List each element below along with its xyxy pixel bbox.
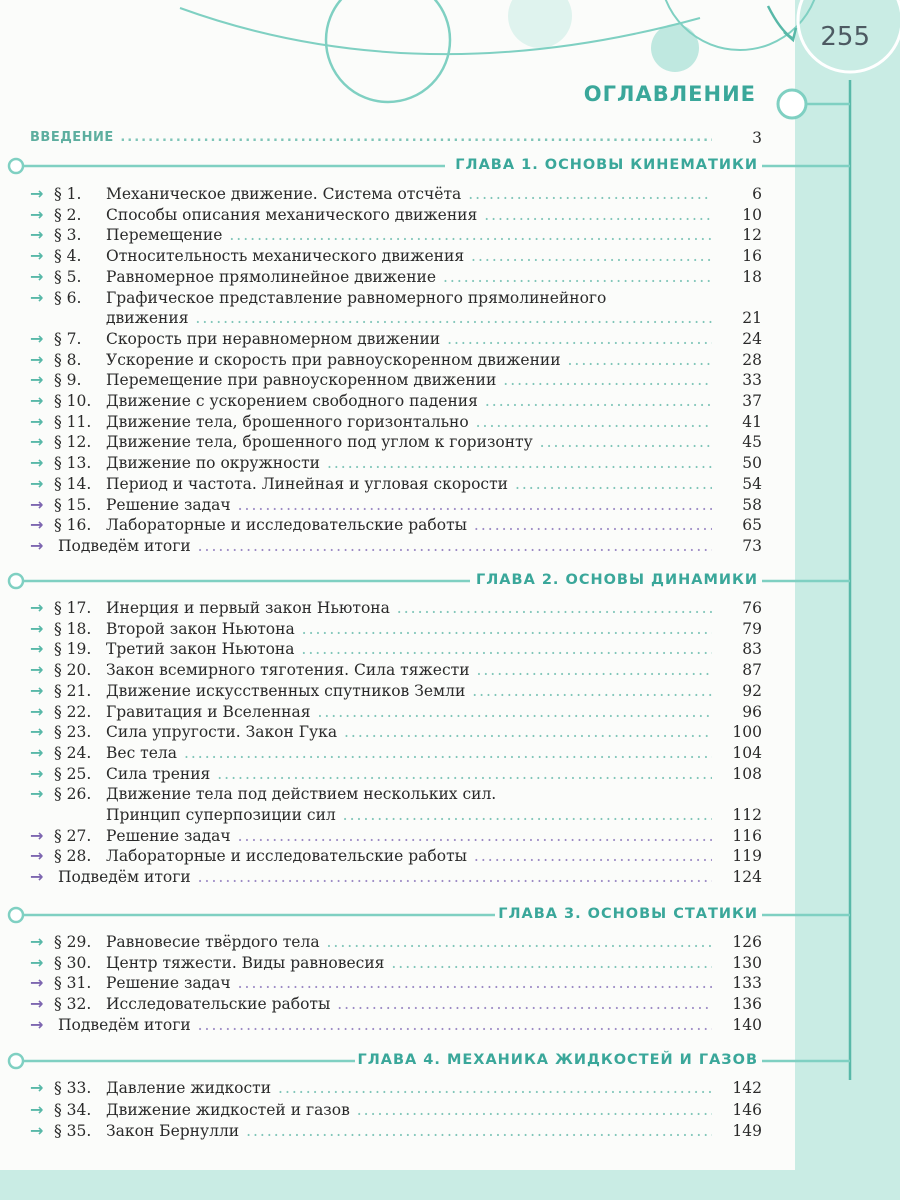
section-number: § 34. bbox=[54, 1100, 92, 1119]
section-title: Период и частота. Линейная и угловая скорости ..... bbox=[106, 474, 712, 494]
arrow-right-icon: → bbox=[30, 701, 44, 721]
toc-entry[interactable] bbox=[30, 764, 762, 784]
toc-entry[interactable] bbox=[30, 536, 762, 556]
toc-entry[interactable] bbox=[30, 432, 762, 452]
section-title: Закон Бернулли ..... bbox=[106, 1121, 712, 1141]
arrow-right-icon: → bbox=[30, 370, 44, 390]
section-number: § 1. bbox=[54, 185, 82, 203]
entry-page: 16 bbox=[742, 247, 762, 266]
section-number: § 9. bbox=[54, 371, 82, 390]
section-number: § 24. bbox=[54, 743, 92, 762]
chapter-heading[interactable]: ГЛАВА 2. ОСНОВЫ ДИНАМИКИ bbox=[476, 572, 758, 588]
arrow-right-icon: → bbox=[30, 453, 44, 473]
arrow-right-icon: → bbox=[30, 932, 44, 951]
toc-entry[interactable] bbox=[30, 1015, 762, 1035]
section-number: § 19. bbox=[54, 640, 92, 659]
toc-entry[interactable] bbox=[30, 846, 762, 866]
section-number: § 10. bbox=[54, 392, 92, 410]
arrow-right-icon: → bbox=[30, 867, 44, 887]
arrow-right-icon: → bbox=[30, 535, 44, 555]
arrow-right-icon: → bbox=[30, 680, 44, 700]
entry-page: 83 bbox=[742, 640, 762, 659]
entry-page: 58 bbox=[742, 495, 762, 514]
arrow-right-icon: → bbox=[30, 660, 44, 680]
arrow-right-icon: → bbox=[30, 246, 44, 266]
toc-title: ОГЛАВЛЕНИЕ bbox=[583, 82, 756, 106]
arrow-right-icon: → bbox=[30, 432, 44, 452]
arrow-right-icon: → bbox=[30, 391, 44, 410]
toc-entry[interactable] bbox=[30, 722, 762, 742]
section-title: Ускорение и скорость при равноускоренном движении ..... bbox=[106, 350, 712, 370]
toc-entry[interactable] bbox=[30, 205, 762, 225]
entry-page: 146 bbox=[732, 1100, 762, 1119]
section-title: Лабораторные и исследовательские работы ..... bbox=[106, 515, 712, 535]
entry-page: 108 bbox=[732, 764, 762, 783]
arrow-right-icon: → bbox=[30, 598, 44, 617]
section-number: § 31. bbox=[54, 974, 92, 993]
arrow-right-icon: → bbox=[30, 349, 44, 369]
toc-entry[interactable] bbox=[30, 994, 762, 1014]
deco-circle bbox=[326, 0, 450, 102]
section-title-continued: движения ..... bbox=[106, 308, 712, 328]
entry-page: 96 bbox=[742, 702, 762, 721]
arrow-right-icon: → bbox=[30, 846, 44, 866]
section-number: § 32. bbox=[54, 995, 92, 1014]
section-number: § 13. bbox=[54, 454, 92, 473]
section-number: § 12. bbox=[54, 433, 92, 452]
toc-entry[interactable] bbox=[30, 495, 762, 515]
toc-entry[interactable] bbox=[30, 702, 762, 722]
arrow-right-icon: → bbox=[30, 1014, 44, 1034]
arrow-right-icon: → bbox=[30, 225, 44, 245]
section-title: Решение задач ..... bbox=[106, 826, 712, 846]
section-title: Решение задач ..... bbox=[106, 495, 712, 515]
section-number: § 21. bbox=[54, 681, 92, 700]
section-number: § 18. bbox=[54, 619, 92, 638]
chapter-heading[interactable]: ГЛАВА 4. МЕХАНИКА ЖИДКОСТЕЙ И ГАЗОВ bbox=[357, 1052, 758, 1068]
entry-page: 73 bbox=[742, 536, 762, 555]
section-number: § 17. bbox=[54, 599, 92, 617]
section-title: Исследовательские работы ..... bbox=[106, 994, 712, 1014]
toc-entry[interactable] bbox=[30, 784, 762, 804]
entry-page: 124 bbox=[732, 868, 762, 887]
toc-entry[interactable] bbox=[30, 660, 762, 680]
arrow-right-icon: → bbox=[30, 784, 44, 804]
toc-entry[interactable] bbox=[30, 350, 762, 370]
arrow-right-icon: → bbox=[30, 952, 44, 972]
toc-entry[interactable] bbox=[30, 184, 762, 204]
entry-page: 136 bbox=[732, 995, 762, 1014]
chapter-heading[interactable]: ГЛАВА 3. ОСНОВЫ СТАТИКИ bbox=[498, 906, 758, 922]
entry-page: 10 bbox=[742, 205, 762, 224]
entry-page: 21 bbox=[742, 309, 762, 328]
entry-page: 33 bbox=[742, 371, 762, 390]
entry-page: 37 bbox=[742, 392, 762, 410]
arrow-right-icon: → bbox=[30, 494, 44, 514]
section-title: Решение задач ..... bbox=[106, 973, 712, 993]
arrow-right-icon: → bbox=[30, 328, 44, 348]
toc-entry-continuation[interactable] bbox=[30, 805, 762, 825]
toc-entry[interactable] bbox=[30, 267, 762, 287]
section-number: § 6. bbox=[54, 288, 82, 307]
toc-entry[interactable] bbox=[30, 619, 762, 639]
arrow-right-icon: → bbox=[30, 825, 44, 845]
entry-page: 45 bbox=[742, 433, 762, 452]
arrow-right-icon: → bbox=[30, 204, 44, 224]
section-number: § 25. bbox=[54, 764, 92, 783]
entry-page: 18 bbox=[742, 267, 762, 286]
entry-page: 65 bbox=[742, 516, 762, 535]
entry-page: 149 bbox=[732, 1122, 762, 1140]
entry-page: 54 bbox=[742, 474, 762, 493]
section-number: § 35. bbox=[54, 1122, 92, 1140]
entry-page: 140 bbox=[732, 1015, 762, 1034]
toc-entry[interactable] bbox=[30, 743, 762, 763]
entry-page: 119 bbox=[732, 847, 762, 866]
section-title: Подведём итоги ..... bbox=[58, 536, 712, 556]
entry-page: 50 bbox=[742, 454, 762, 473]
entry-page: 104 bbox=[732, 743, 762, 762]
toc-entry[interactable] bbox=[30, 973, 762, 993]
section-title: Инерция и первый закон Ньютона ..... bbox=[106, 598, 712, 618]
section-number: § 14. bbox=[54, 474, 92, 493]
section-title: Сила трения ..... bbox=[106, 764, 712, 784]
toc-entry[interactable] bbox=[30, 412, 762, 432]
toc-entry[interactable] bbox=[30, 639, 762, 659]
section-number: § 33. bbox=[54, 1079, 92, 1097]
arrow-right-icon: → bbox=[30, 973, 44, 993]
section-title: Движение тела, брошенного горизонтально ..... bbox=[106, 412, 712, 432]
section-title: Относительность механического движения ..... bbox=[106, 246, 712, 266]
section-title: Движение искусственных спутников Земли ..... bbox=[106, 681, 712, 701]
arrow-right-icon: → bbox=[30, 266, 44, 286]
toc-entry-intro[interactable] bbox=[30, 128, 762, 148]
section-title: Движение тела под действием нескольких сил. bbox=[106, 785, 497, 804]
entry-page: 76 bbox=[742, 599, 762, 617]
section-number: § 26. bbox=[54, 785, 92, 804]
section-title: Сила упругости. Закон Гука ..... bbox=[106, 722, 712, 742]
toc-entry[interactable] bbox=[30, 826, 762, 846]
section-number: § 27. bbox=[54, 826, 92, 845]
arrow-right-icon: → bbox=[30, 184, 44, 203]
arrow-right-icon: → bbox=[30, 1121, 44, 1140]
entry-page: 6 bbox=[752, 185, 762, 203]
section-number: § 30. bbox=[54, 953, 92, 972]
toc-entry[interactable] bbox=[30, 453, 762, 473]
entry-page: 92 bbox=[742, 681, 762, 700]
section-number: § 16. bbox=[54, 516, 92, 535]
toc-entry[interactable] bbox=[30, 598, 762, 618]
arrow-right-icon: → bbox=[30, 1078, 44, 1097]
section-number: § 2. bbox=[54, 205, 82, 224]
page-number: 255 bbox=[820, 22, 870, 52]
arrow-right-icon: → bbox=[30, 473, 44, 493]
arrow-right-icon: → bbox=[30, 515, 44, 535]
section-title: Перемещение ..... bbox=[106, 225, 712, 245]
section-number: § 22. bbox=[54, 702, 92, 721]
toc-entry[interactable] bbox=[30, 1100, 762, 1120]
section-title: Давление жидкости ..... bbox=[106, 1078, 712, 1098]
section-number: § 20. bbox=[54, 661, 92, 680]
section-number: § 29. bbox=[54, 933, 92, 951]
deco-circle bbox=[508, 0, 572, 48]
section-title: Равновесие твёрдого тела ..... bbox=[106, 932, 712, 952]
section-number: § 7. bbox=[54, 329, 82, 348]
deco-circle bbox=[778, 90, 806, 118]
section-title: Равномерное прямолинейное движение ..... bbox=[106, 267, 712, 287]
section-title: Третий закон Ньютона ..... bbox=[106, 639, 712, 659]
toc-entry[interactable] bbox=[30, 370, 762, 390]
arrow-right-icon: → bbox=[30, 618, 44, 638]
arrow-right-icon: → bbox=[30, 1099, 44, 1119]
toc-entry[interactable] bbox=[30, 225, 762, 245]
section-number: § 5. bbox=[54, 267, 82, 286]
section-title: Подведём итоги ..... bbox=[58, 867, 712, 887]
entry-page: 116 bbox=[732, 826, 762, 845]
section-title: Движение по окружности ..... bbox=[106, 453, 712, 473]
arrow-right-icon: → bbox=[30, 411, 44, 431]
toc-entry[interactable] bbox=[30, 474, 762, 494]
section-title: Подведём итоги ..... bbox=[58, 1015, 712, 1035]
arrow-right-icon: → bbox=[30, 639, 44, 659]
section-title: Гравитация и Вселенная ..... bbox=[106, 702, 712, 722]
bottom-band bbox=[0, 1170, 900, 1200]
arrow-right-icon: → bbox=[30, 722, 44, 742]
section-title: Способы описания механического движения ..... bbox=[106, 205, 712, 225]
entry-page: 24 bbox=[742, 329, 762, 348]
entry-page: 142 bbox=[732, 1079, 762, 1097]
entry-page: 133 bbox=[732, 974, 762, 993]
toc-entry-continuation[interactable] bbox=[30, 308, 762, 328]
section-title: Движение жидкостей и газов ..... bbox=[106, 1100, 712, 1120]
intro-title: ВВЕДЕНИЕ ..... bbox=[30, 128, 712, 148]
section-title: Вес тела ..... bbox=[106, 743, 712, 763]
entry-page: 12 bbox=[742, 226, 762, 245]
arrow-right-icon: → bbox=[30, 742, 44, 762]
section-title: Движение с ускорением свободного падения ..... bbox=[106, 391, 712, 411]
chapter-heading[interactable]: ГЛАВА 1. ОСНОВЫ КИНЕМАТИКИ bbox=[455, 157, 758, 173]
entry-page: 28 bbox=[742, 350, 762, 369]
section-number: § 11. bbox=[54, 412, 92, 431]
toc-entry[interactable] bbox=[30, 288, 762, 308]
entry-page: 87 bbox=[742, 661, 762, 680]
section-number: § 4. bbox=[54, 247, 82, 266]
section-title: Центр тяжести. Виды равновесия ..... bbox=[106, 953, 712, 973]
entry-page: 79 bbox=[742, 619, 762, 638]
toc-entry[interactable] bbox=[30, 932, 762, 952]
section-title: Графическое представление равномерного прямолинейного bbox=[106, 288, 607, 307]
arrow-right-icon: → bbox=[30, 287, 44, 307]
section-number: § 8. bbox=[54, 350, 82, 369]
section-title: Закон всемирного тяготения. Сила тяжести ..... bbox=[106, 660, 712, 680]
entry-page: 112 bbox=[732, 806, 762, 824]
right-band bbox=[795, 0, 900, 1200]
toc-entry[interactable] bbox=[30, 1078, 762, 1098]
section-number: § 3. bbox=[54, 226, 82, 245]
toc-entry[interactable] bbox=[30, 515, 762, 535]
toc-entry[interactable] bbox=[30, 1121, 762, 1141]
deco-circle bbox=[651, 24, 699, 72]
toc-entry[interactable] bbox=[30, 391, 762, 411]
arrow-right-icon: → bbox=[30, 994, 44, 1014]
section-number: § 23. bbox=[54, 723, 92, 742]
section-title-continued: Принцип суперпозиции сил ..... bbox=[106, 805, 712, 825]
section-title: Механическое движение. Система отсчёта ..... bbox=[106, 184, 712, 204]
section-number: § 28. bbox=[54, 847, 92, 866]
entry-page: 126 bbox=[732, 933, 762, 951]
section-number: § 15. bbox=[54, 495, 92, 514]
section-title: Лабораторные и исследовательские работы ..... bbox=[106, 846, 712, 866]
toc-entry[interactable] bbox=[30, 246, 762, 266]
section-title: Второй закон Ньютона ..... bbox=[106, 619, 712, 639]
section-title: Перемещение при равноускоренном движении ..... bbox=[106, 370, 712, 390]
section-title: Скорость при неравномерном движении ..... bbox=[106, 329, 712, 349]
arrow-right-icon: → bbox=[30, 763, 44, 783]
toc-entry[interactable] bbox=[30, 953, 762, 973]
entry-page: 41 bbox=[742, 412, 762, 431]
entry-page: 3 bbox=[752, 129, 762, 147]
toc-entry[interactable] bbox=[30, 329, 762, 349]
toc-entry[interactable] bbox=[30, 867, 762, 887]
toc-entry[interactable] bbox=[30, 681, 762, 701]
entry-page: 100 bbox=[732, 723, 762, 742]
section-title: Движение тела, брошенного под углом к горизонту ..... bbox=[106, 432, 712, 452]
entry-page: 130 bbox=[732, 953, 762, 972]
